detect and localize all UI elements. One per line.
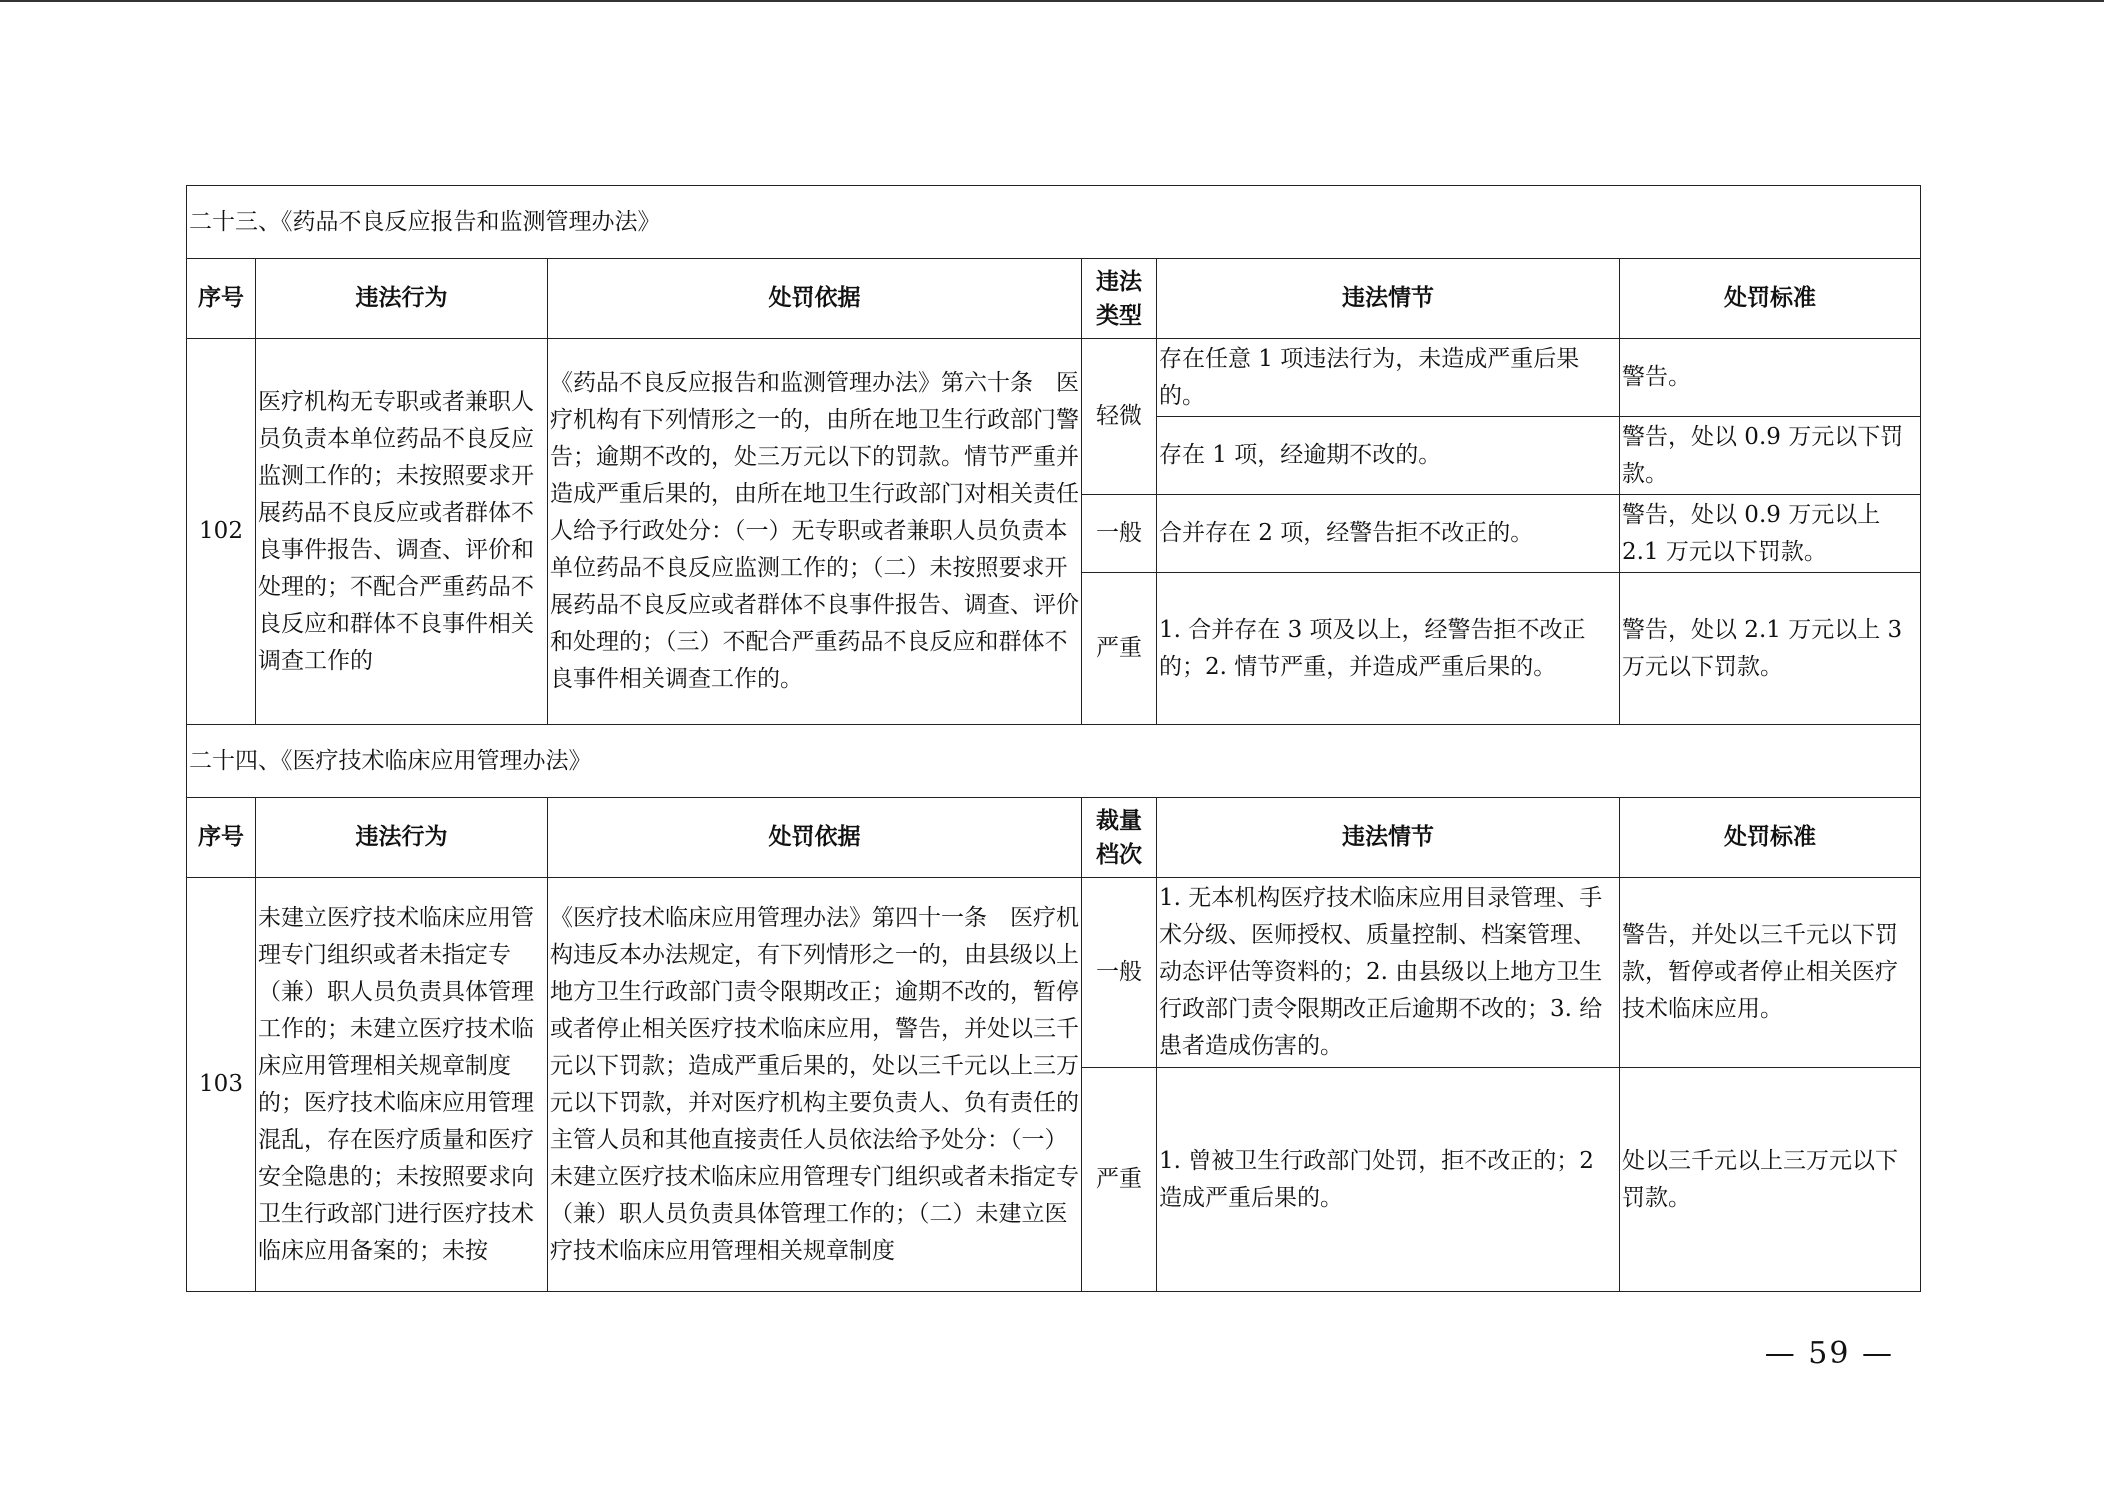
header-basis: 处罚依据 <box>548 798 1082 878</box>
penalty-standards-table <box>186 185 1921 1292</box>
circumstance-cell: 1. 无本机构医疗技术临床应用目录管理、手术分级、医师授权、质量控制、档案管理、动态评估等资料的；2. 由县级以上地方卫生行政部门责令限期改正后逾期不改的；3. 给患者造成伤害的。 <box>1157 878 1620 1068</box>
standard-cell: 警告，处以 0.9 万元以下罚款。 <box>1620 417 1921 495</box>
circumstance-cell: 合并存在 2 项，经警告拒不改正的。 <box>1157 495 1620 573</box>
level-type: 一般 <box>1082 878 1157 1068</box>
standard-cell: 警告，处以 0.9 万元以上 2.1 万元以下罚款。 <box>1620 495 1921 573</box>
header-standard: 处罚标准 <box>1620 259 1921 339</box>
section-title: 二十三、《药品不良反应报告和监测管理办法》 <box>187 186 1921 259</box>
level-type: 轻微 <box>1082 339 1157 495</box>
section-title-row <box>187 725 1921 798</box>
header-row <box>187 798 1921 878</box>
standard-cell: 警告，并处以三千元以下罚款，暂停或者停止相关医疗技术临床应用。 <box>1620 878 1921 1068</box>
section-title-row <box>187 186 1921 259</box>
section-title: 二十四、《医疗技术临床应用管理办法》 <box>187 725 1921 798</box>
standard-cell: 警告。 <box>1620 339 1921 417</box>
basis-cell: 《药品不良反应报告和监测管理办法》第六十条 医疗机构有下列情形之一的，由所在地卫生行政部门警告；逾期不改的，处三万元以下的罚款。情节严重并造成严重后果的，由所在地卫生行政部门对相关责任人给予行政处分：（一）无专职或者兼职人员负责本单位药品不良反应监测工作的；（二）未按照要求开展药品不良反应或者群体不良事件报告、调查、评价和处理的；（三）不配合严重药品不良反应和群体不良事件相关调查工作的。 <box>548 339 1082 725</box>
circumstance-cell: 存在任意 1 项违法行为，未造成严重后果的。 <box>1157 339 1620 417</box>
circumstance-cell: 1. 合并存在 3 项及以上，经警告拒不改正的；2. 情节严重，并造成严重后果的。 <box>1157 573 1620 725</box>
circumstance-cell: 1. 曾被卫生行政部门处罚，拒不改正的；2 造成严重后果的。 <box>1157 1068 1620 1292</box>
header-circumstance: 违法情节 <box>1157 259 1620 339</box>
header-row <box>187 259 1921 339</box>
standard-cell: 处以三千元以上三万元以下罚款。 <box>1620 1068 1921 1292</box>
level-type: 严重 <box>1082 573 1157 725</box>
header-type: 违法 类型 <box>1082 259 1157 339</box>
table-row <box>187 339 1921 417</box>
level-type: 一般 <box>1082 495 1157 573</box>
header-standard: 处罚标准 <box>1620 798 1921 878</box>
basis-cell: 《医疗技术临床应用管理办法》第四十一条 医疗机构违反本办法规定，有下列情形之一的，由县级以上地方卫生行政部门责令限期改正；逾期不改的，暂停或者停止相关医疗技术临床应用，警告，并处以三千元以下罚款；造成严重后果的，处以三千元以上三万元以下罚款，并对医疗机构主要负责人、负有责任的主管人员和其他直接责任人员依法给予处分：（一）未建立医疗技术临床应用管理专门组织或者未指定专（兼）职人员负责具体管理工作的；（二）未建立医疗技术临床应用管理相关规章制度 <box>548 878 1082 1292</box>
header-circumstance: 违法情节 <box>1157 798 1620 878</box>
page-number: — 59 — <box>1764 1336 1894 1371</box>
header-basis: 处罚依据 <box>548 259 1082 339</box>
top-border-line <box>0 0 2104 2</box>
header-no: 序号 <box>187 259 256 339</box>
violation-cell: 未建立医疗技术临床应用管理专门组织或者未指定专（兼）职人员负责具体管理工作的；未建立医疗技术临床应用管理相关规章制度的；医疗技术临床应用管理混乱，存在医疗质量和医疗安全隐患的；未按照要求向卫生行政部门进行医疗技术临床应用备案的；未按 <box>256 878 548 1292</box>
row-number: 102 <box>187 339 256 725</box>
level-type: 严重 <box>1082 1068 1157 1292</box>
violation-cell: 医疗机构无专职或者兼职人员负责本单位药品不良反应监测工作的；未按照要求开展药品不良反应或者群体不良事件报告、调查、评价和处理的；不配合严重药品不良反应和群体不良事件相关调查工作的 <box>256 339 548 725</box>
circumstance-cell: 存在 1 项，经逾期不改的。 <box>1157 417 1620 495</box>
row-number: 103 <box>187 878 256 1292</box>
standard-cell: 警告，处以 2.1 万元以上 3 万元以下罚款。 <box>1620 573 1921 725</box>
header-level: 裁量 档次 <box>1082 798 1157 878</box>
header-violation: 违法行为 <box>256 259 548 339</box>
header-no: 序号 <box>187 798 256 878</box>
header-violation: 违法行为 <box>256 798 548 878</box>
table-row <box>187 878 1921 1068</box>
